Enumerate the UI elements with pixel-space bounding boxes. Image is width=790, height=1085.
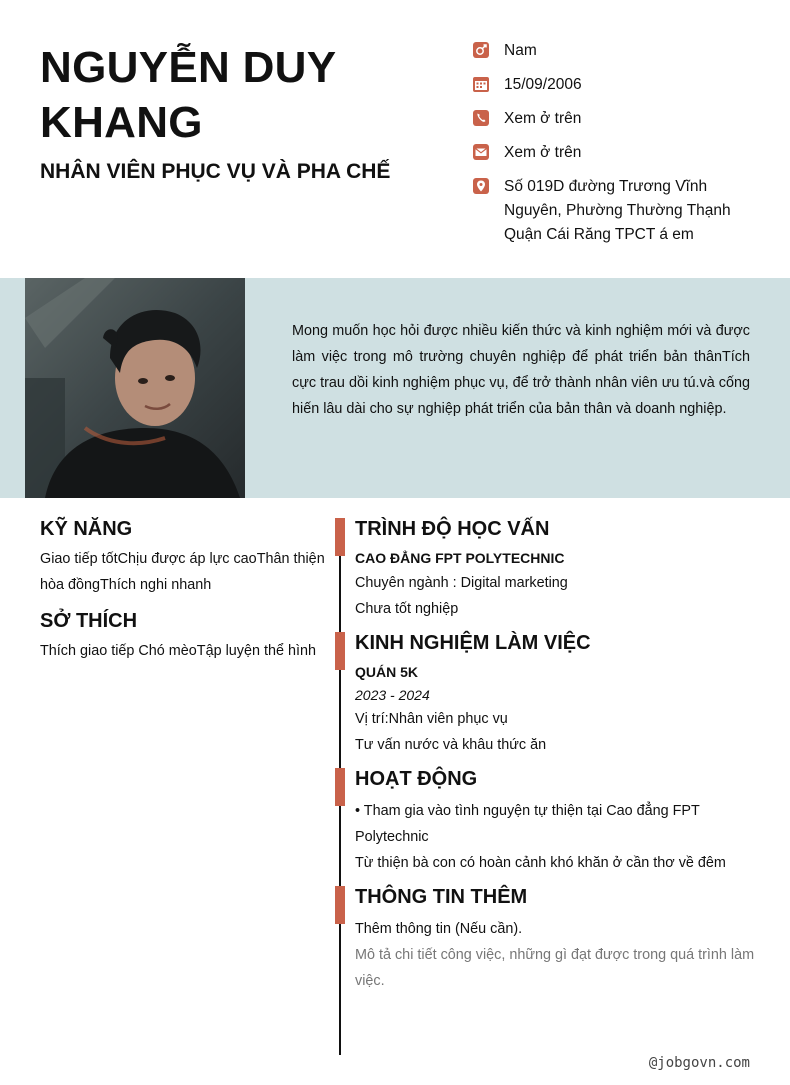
email-value: Xem ở trên bbox=[504, 144, 582, 161]
skills-section bbox=[40, 514, 325, 598]
right-column bbox=[355, 514, 755, 1000]
hobbies-section bbox=[40, 606, 325, 664]
education-section bbox=[355, 514, 755, 622]
profile-banner bbox=[0, 278, 790, 498]
activity-item: Từ thiện bà con có hoàn cảnh khó khăn ở cần thơ về đêm bbox=[355, 855, 726, 871]
gender-value: Nam bbox=[504, 42, 537, 59]
skills-title: KỸ NĂNG bbox=[40, 518, 133, 540]
footer-watermark: @jobgovn.com bbox=[648, 1055, 750, 1071]
section-marker bbox=[335, 886, 345, 924]
contact-gender bbox=[472, 39, 762, 63]
candidate-name: NGUYỄN DUY KHANG bbox=[40, 43, 336, 147]
section-marker bbox=[335, 632, 345, 670]
contact-phone bbox=[472, 107, 762, 131]
school-name: CAO ĐẲNG FPT POLYTECHNIC bbox=[355, 550, 565, 566]
experience-section bbox=[355, 628, 755, 758]
contact-address bbox=[472, 175, 762, 247]
cv-header bbox=[0, 0, 790, 278]
section-marker bbox=[335, 768, 345, 806]
additional-info-placeholder: Mô tả chi tiết công việc, những gì đạt được trong quá trình làm việc. bbox=[355, 947, 755, 989]
calendar-icon bbox=[472, 75, 490, 93]
additional-info-section bbox=[355, 882, 755, 994]
gender-icon bbox=[472, 41, 490, 59]
section-marker bbox=[335, 518, 345, 556]
additional-info-text: Thêm thông tin (Nếu cần). bbox=[355, 921, 523, 937]
experience-title: KINH NGHIỆM LÀM VIỆC bbox=[355, 632, 591, 654]
address-value: Số 019D đường Trương Vĩnh Nguyên, Phường Thường Thạnh Quận Cái Răng TPCT á em bbox=[504, 178, 731, 243]
birthday-value: 15/09/2006 bbox=[504, 76, 582, 93]
company-name: QUÁN 5K bbox=[355, 664, 419, 680]
work-position: Vị trí:Nhân viên phục vụ bbox=[355, 711, 508, 727]
work-period: 2023 - 2024 bbox=[355, 687, 430, 703]
contact-info bbox=[472, 39, 762, 257]
education-major: Chuyên ngành : Digital marketing bbox=[355, 575, 568, 591]
hobbies-text: Thích giao tiếp Chó mèoTập luyện thể hình bbox=[40, 643, 316, 659]
additional-info-title: THÔNG TIN THÊM bbox=[355, 886, 528, 908]
phone-value: Xem ở trên bbox=[504, 110, 582, 127]
job-title: NHÂN VIÊN PHỤC VỤ VÀ PHA CHẾ bbox=[40, 160, 391, 183]
location-pin-icon bbox=[472, 177, 490, 195]
email-icon bbox=[472, 143, 490, 161]
education-status: Chưa tốt nghiệp bbox=[355, 601, 459, 617]
phone-icon bbox=[472, 109, 490, 127]
profile-photo-image bbox=[25, 278, 245, 498]
work-description: Tư vấn nước và khâu thức ăn bbox=[355, 737, 547, 753]
contact-birthday bbox=[472, 73, 762, 97]
skills-text: Giao tiếp tốtChịu được áp lực caoThân thiện hòa đồngThích nghi nhanh bbox=[40, 551, 325, 593]
activities-section bbox=[355, 764, 755, 876]
activities-title: HOẠT ĐỘNG bbox=[355, 768, 478, 790]
career-objective: Mong muốn học hỏi được nhiều kiến thức và kinh nghiệm mới và được làm việc trong mô trường chuyên nghiệp để phát triển bản thânTích cực trau dồi kinh nghiệm phục vụ, để trở thành nhân viên ưu tú.và cống hiến lâu dài cho sự nghiệp phát triển của bản thân và doanh nghiệp. bbox=[292, 323, 750, 417]
left-column bbox=[40, 514, 325, 672]
education-title: TRÌNH ĐỘ HỌC VẤN bbox=[355, 518, 550, 540]
activity-item: • Tham gia vào tình nguyện tự thiện tại Cao đẳng FPT Polytechnic bbox=[355, 803, 700, 845]
profile-photo bbox=[25, 278, 245, 498]
contact-email bbox=[472, 141, 762, 165]
hobbies-title: SỞ THÍCH bbox=[40, 610, 138, 632]
